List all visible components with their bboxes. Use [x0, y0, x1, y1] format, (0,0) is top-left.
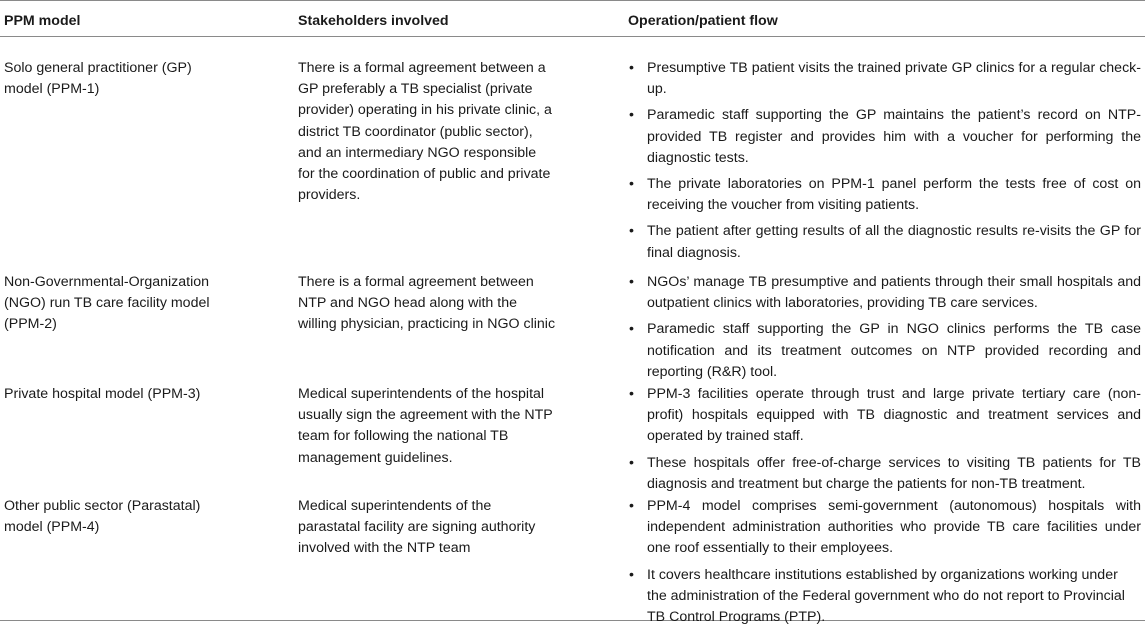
stakeholders-text: There is a formal agreement between NTP and NGO head along with the willing physician, practicing in NGO clinic [298, 274, 556, 333]
table-row [0, 266, 1145, 378]
stakeholders-cell [298, 384, 628, 490]
table-header [0, 1, 1145, 36]
table-row [0, 378, 1145, 490]
model-cell: Private hospital model (PPM-3) [4, 386, 201, 402]
model-cell: Other public sector (Parastatal) model (PPM-4) [4, 498, 201, 536]
flow-item: • The private laboratories on PPM-1 panel perform the tests free of cost on receiving the voucher from visiting patients. [628, 174, 1141, 216]
flow-cell [628, 272, 1145, 378]
table-row [0, 37, 1145, 266]
model-cell: Solo general practitioner (GP) model (PPM-1) [4, 60, 192, 98]
flow-cell [628, 384, 1145, 490]
table-row [0, 490, 1145, 626]
stakeholders-cell [298, 496, 628, 620]
stakeholders-text: There is a formal agreement between a GP preferably a TB specialist (private provider) operating in his private clinic, a district TB coordinator (public sector), and an intermediary NGO responsible for the coordination of public and private providers. [298, 60, 552, 204]
flow-item: • NGOs’ manage TB presumptive and patients through their small hospitals and outpatient clinics with laboratories, providing TB care services. [628, 272, 1141, 314]
stakeholders-text: Medical superintendents of the hospital usually sign the agreement with the NTP team for following the national TB management guidelines. [298, 386, 553, 466]
flow-item: • It covers healthcare institutions established by organizations working under the administration of the Federal government who do not report to Provincial TB Control Programs (PTP). [628, 565, 1141, 628]
header-operation-flow: Operation/patient flow [628, 13, 778, 29]
flow-item: • Paramedic staff supporting the GP in NGO clinics performs the TB case notification and its treatment outcomes on NTP provided recording and reporting (R&R) tool. [628, 319, 1141, 383]
stakeholders-cell [298, 58, 628, 266]
stakeholders-cell [298, 272, 628, 378]
flow-item: • The patient after getting results of all the diagnostic results re-visits the GP for final diagnosis. [628, 221, 1141, 263]
flow-cell [628, 58, 1145, 266]
header-stakeholders: Stakeholders involved [298, 13, 449, 29]
header-ppm-model: PPM model [4, 13, 81, 29]
flow-item: • Presumptive TB patient visits the trained private GP clinics for a regular check-up. [628, 58, 1141, 100]
flow-cell [628, 496, 1145, 626]
flow-item: • Paramedic staff supporting the GP maintains the patient’s record on NTP-provided TB register and provides him with a voucher for performing the diagnostic tests. [628, 105, 1141, 169]
flow-item: • These hospitals offer free-of-charge services to visiting TB patients for TB diagnosis and treatment but charge the patients for non-TB treatment. [628, 453, 1141, 495]
model-cell: Non-Governmental-Organization (NGO) run TB care facility model (PPM-2) [4, 274, 210, 333]
flow-item: • PPM-3 facilities operate through trust and large private tertiary care (non-profit) hospitals equipped with TB diagnostic and treatment services and operated by trained staff. [628, 384, 1141, 448]
stakeholders-text: Medical superintendents of the parastatal facility are signing authority involved with the NTP team [298, 498, 536, 557]
flow-item: • PPM-4 model comprises semi-government (autonomous) hospitals with independent administration authorities who provide TB care facilities under one roof essentially to their employees. [628, 496, 1141, 560]
